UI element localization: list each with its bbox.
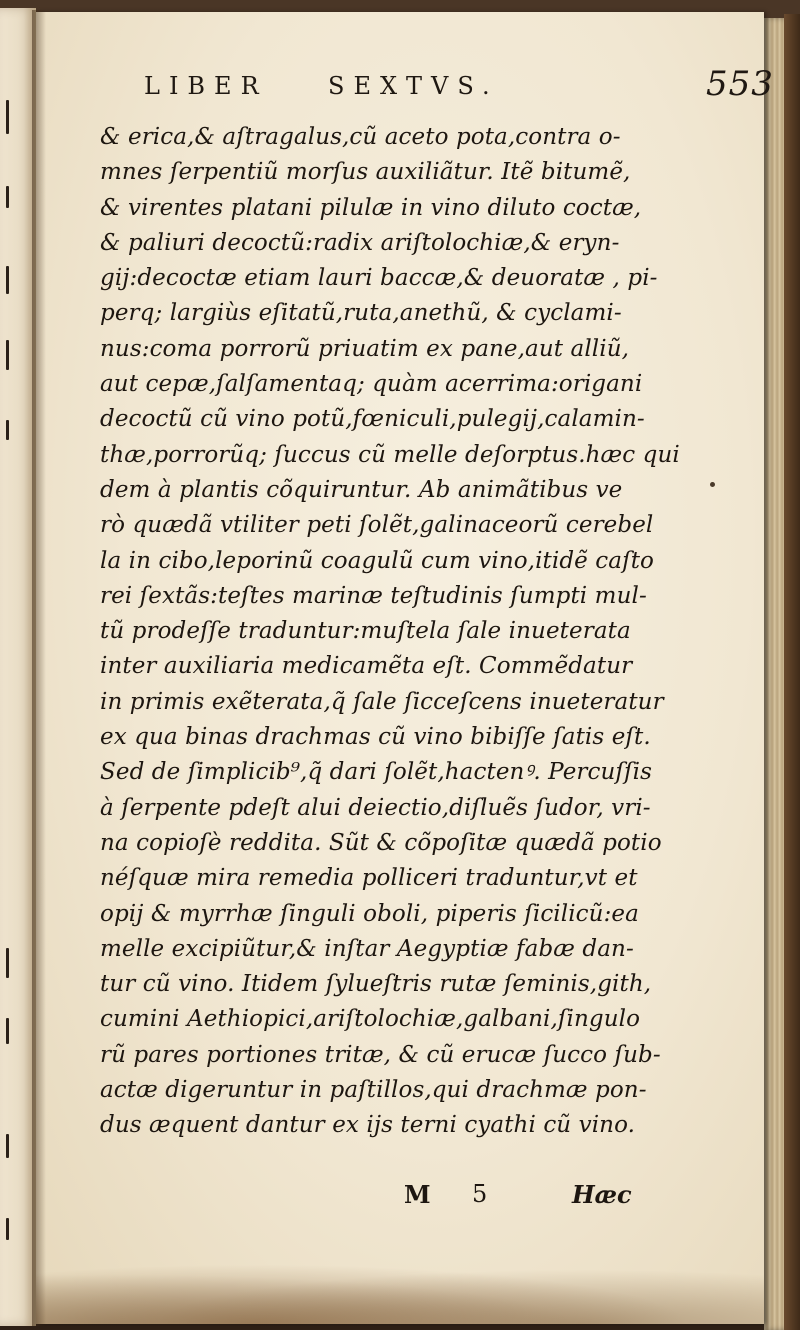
- text-line: actæ digeruntur in paſtillos,qui drachmæ pon-: [100, 1077, 647, 1104]
- catchword: Hæc: [572, 1180, 632, 1209]
- signature-mark: M: [404, 1180, 433, 1209]
- text-line: ex qua binas drachmas cũ vino bibiſſe ſatis eſt.: [100, 724, 651, 751]
- text-line: rò quædã vtiliter peti ſolẽt,galinaceorũ cerebel: [100, 512, 654, 539]
- previous-page-mark: [6, 1218, 9, 1240]
- text-line: rũ pares portiones tritæ, & cũ erucæ ſucco ſub-: [100, 1041, 661, 1068]
- gutter-shadow: [32, 10, 46, 1326]
- text-line: mnes ſerpentiũ morſus auxiliãtur. Itẽ bitumẽ,: [100, 159, 631, 186]
- book-page: [36, 12, 774, 1324]
- page-number: 553: [706, 64, 774, 104]
- book-cover-edge: [784, 14, 800, 1330]
- signature-line: [396, 1176, 666, 1216]
- text-line: tur cũ vino. Itidem ſylueſtris rutæ ſeminis,gith,: [100, 971, 652, 998]
- text-line: perq; largiùs eſitatũ,ruta,anethũ, & cyclami-: [100, 300, 622, 327]
- text-line: na copioſè reddita. Sũt & cõpoſitæ quædã potio: [100, 829, 662, 856]
- text-line: dem à plantis cõquiruntur. Ab animãtibus ve: [100, 476, 623, 503]
- text-line: rei ſextãs:teſtes marinæ teſtudinis ſumpti mul-: [100, 582, 647, 609]
- text-line: nus:coma porrorũ priuatim ex pane,aut alliũ,: [100, 335, 630, 362]
- text-line: Sed de ſimplicib⁹,q̃ dari ſolẽt,hactenꝰ. Percuſſis: [100, 759, 652, 786]
- text-line: inter auxiliaria medicamẽta eſt. Commẽdatur: [100, 653, 633, 680]
- text-line: à ſerpente pdeſt alui deiectio,diſluẽs ſudor, vri-: [100, 794, 651, 821]
- previous-page-mark: [6, 1134, 9, 1158]
- text-line: & paliuri decoctũ:radix ariſtolochiæ,& eryn-: [100, 229, 620, 256]
- running-head-right: SEXTVS.: [328, 72, 499, 100]
- ink-speck: [710, 482, 715, 487]
- text-line: cumini Aethiopici,ariſtolochiæ,galbani,ſingulo: [100, 1006, 641, 1033]
- previous-page-mark: [6, 100, 9, 134]
- text-line: melle excipiũtur,& inſtar Aegyptiæ fabæ dan-: [100, 935, 634, 962]
- text-line: thæ,porrorũq; ſuccus cũ melle deſorptus.hæc qui: [100, 441, 680, 468]
- text-line: néſquæ mira remedia polliceri traduntur,vt et: [100, 865, 638, 892]
- text-line: & virentes platani pilulæ in vino diluto coctæ,: [100, 194, 642, 221]
- previous-page-mark: [6, 1018, 9, 1044]
- previous-page-mark: [6, 186, 9, 208]
- text-line: in primis exẽterata,q̃ ſale ſicceſcens inueteratur: [100, 688, 664, 715]
- signature-number: 5: [472, 1180, 488, 1208]
- body-text: [100, 120, 680, 1144]
- page-stain: [36, 1254, 764, 1324]
- previous-page-edge: [0, 8, 36, 1326]
- text-line: & erica,& aſtragalus,cũ aceto pota,contra o-: [100, 124, 621, 150]
- previous-page-mark: [6, 948, 9, 978]
- text-line: tũ prodeſſe traduntur:muſtela ſale inueterata: [100, 618, 631, 645]
- running-head-left: LIBER: [144, 72, 268, 100]
- previous-page-mark: [6, 420, 9, 440]
- previous-page-mark: [6, 340, 9, 370]
- running-head: [144, 64, 774, 104]
- previous-page-mark: [6, 266, 9, 294]
- text-line: opij & myrrhæ ſinguli oboli, piperis ſicilicũ:ea: [100, 900, 639, 927]
- text-line: aut cepæ,ſalſamentaq; quàm acerrima:origani: [100, 371, 643, 398]
- text-line: gij:decoctæ etiam lauri baccæ,& deuoratæ , pi-: [100, 265, 658, 292]
- text-line: decoctũ cũ vino potũ,fœniculi,pulegij,calamin-: [100, 406, 645, 433]
- text-line: dus æquent dantur ex ijs terni cyathi cũ vino.: [100, 1112, 636, 1139]
- text-line: la in cibo,leporinũ coagulũ cum vino,itidẽ caſto: [100, 547, 654, 574]
